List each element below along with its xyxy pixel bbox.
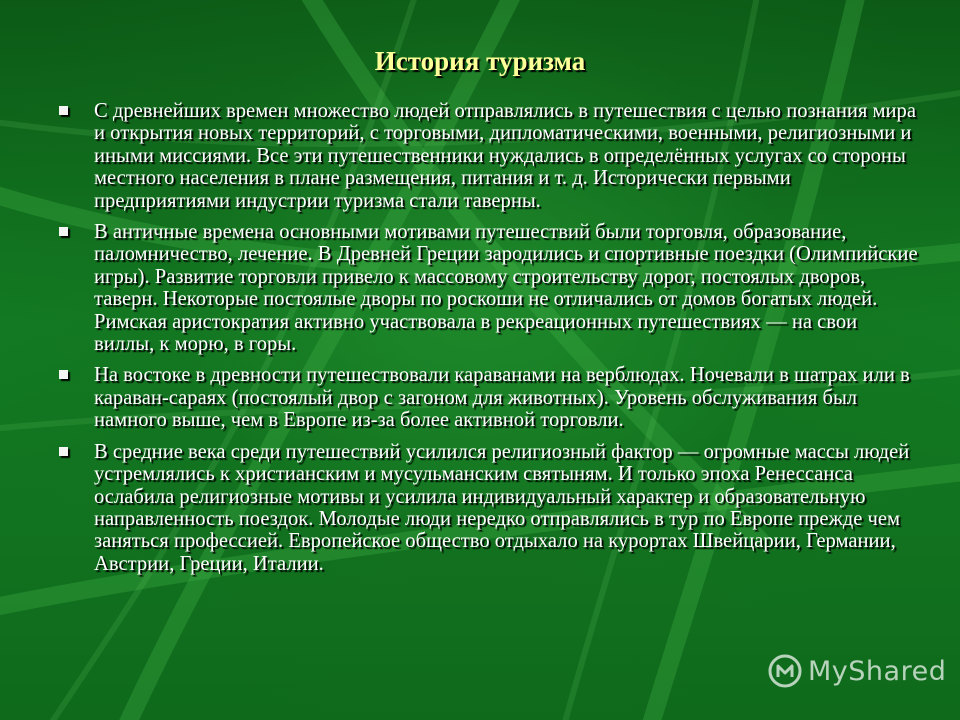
watermark-text: MyShared [808, 655, 947, 687]
bullet-text: В средние века среди путешествий усилился религиозный фактор — огромные массы людей устремлялись к христианским и мусульманским святыням. И только эпоха Ренессанса ослабила религиозные мотивы и усилила индивидуальный характер и образовательную направленность поездок. Молодые люди нередко отправлялись в тур по Европе прежде чем заняться профессией. Европейское общество отдыхало на курортах Швейцарии, Германии, Австрии, Греции, Италии. [94, 440, 910, 575]
square-bullet-icon [59, 106, 68, 115]
list-item [58, 100, 918, 212]
bullet-text: С древнейших времен множество людей отправлялись в путешествия с целью познания мира и открытия новых территорий, с торговыми, дипломатическими, военными, религиозными и иными миссиями. Все эти путешественники нуждались в определённых услугах со стороны местного населения в плане размещения, питания и т. д. Исторически первыми предприятиями индустрии туризма стали таверны. [94, 100, 916, 212]
square-bullet-icon [59, 227, 68, 236]
list-item [58, 364, 918, 431]
myshared-logo-icon [768, 654, 802, 688]
bullet-text: В античные времена основными мотивами путешествий были торговля, образование, паломничество, лечение. В Древней Греции зародились и спортивные поездки (Олимпийские игры). Развитие торговли привело к массовому строительству дорог, постоялых дворов, таверн. Некоторые постоялые дворы по роскоши не отличались от домов богатых людей. Римская аристократия активно участвовала в рекреационных путешествиях — на свои виллы, к морю, в горы. [94, 221, 918, 356]
bullet-text: На востоке в древности путешествовали караванами на верблюдах. Ночевали в шатрах или в караван-сараях (постоялый двор с загоном для животных). Уровень обслуживания был намного выше, чем в Европе из-за более активной торговли. [94, 364, 910, 432]
list-item [58, 221, 918, 355]
square-bullet-icon [59, 370, 68, 379]
bullet-list [58, 100, 918, 584]
slide-title: История туризма [374, 46, 586, 76]
list-item [58, 441, 918, 575]
square-bullet-icon [59, 447, 68, 456]
myshared-watermark [768, 654, 946, 688]
